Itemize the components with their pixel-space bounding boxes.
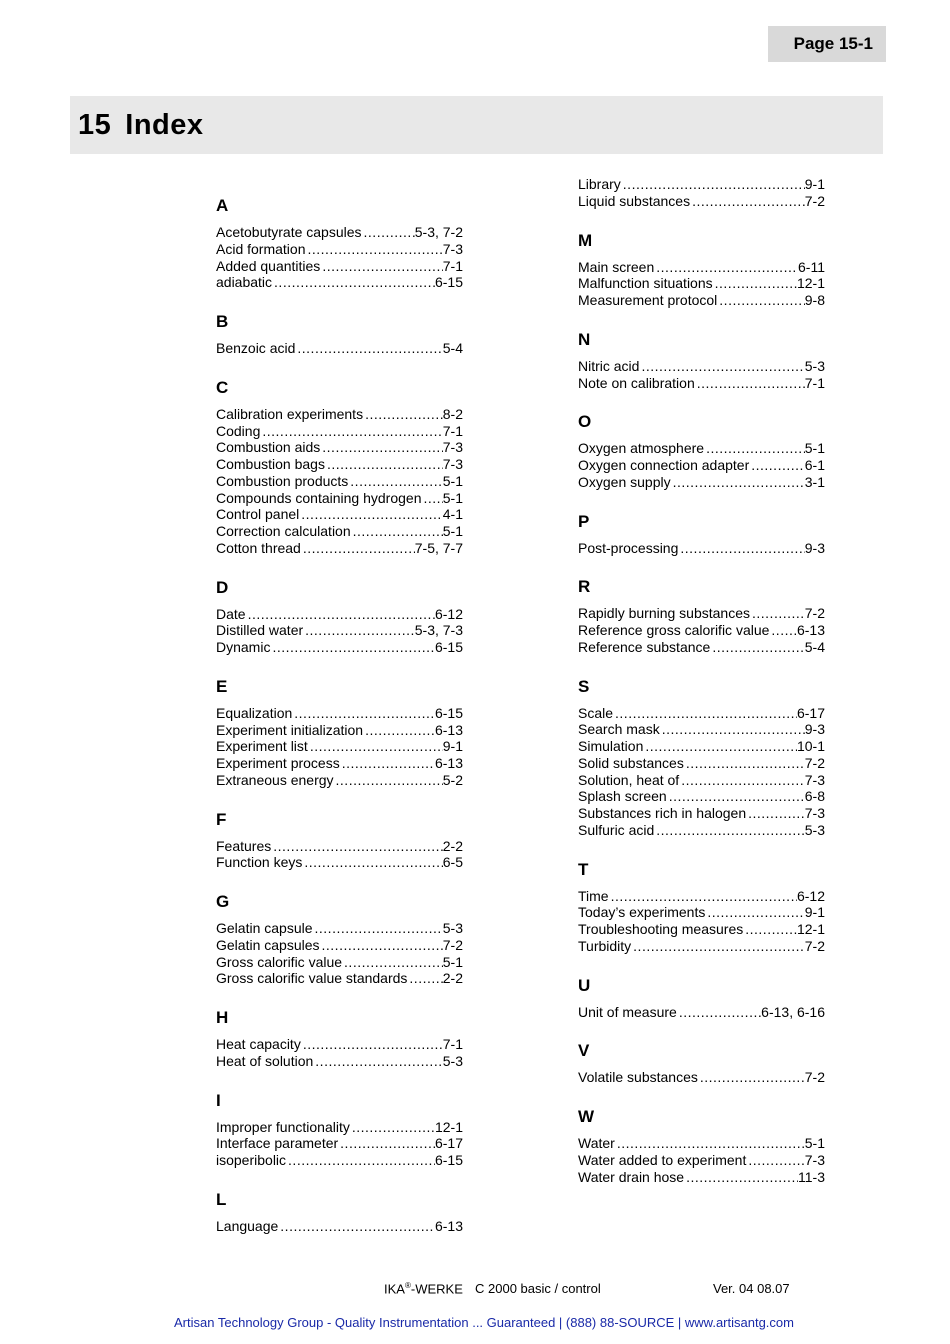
dot-leader — [305, 241, 442, 258]
index-entry-pages: 9-3 — [804, 539, 825, 556]
index-entry-term: Scale — [578, 704, 614, 721]
dot-leader — [292, 705, 435, 722]
index-entry — [216, 1119, 463, 1136]
index-entry — [216, 937, 463, 954]
index-entry-pages: 7-3 — [442, 439, 463, 456]
index-entry-pages: 5-1 — [442, 472, 463, 489]
index-entry-term: Water — [578, 1135, 615, 1151]
index-entry-term: Library — [578, 176, 621, 192]
index-entry-term: Interface parameter — [216, 1135, 339, 1152]
index-letter-heading: L — [216, 1189, 227, 1209]
index-entry — [216, 1218, 463, 1235]
index-entry — [216, 456, 463, 473]
index-entry-term: Calibration experiments — [216, 405, 364, 422]
index-entry — [578, 605, 825, 622]
index-entry-pages: 2-2 — [442, 837, 463, 854]
index-letter-heading: I — [216, 1090, 221, 1110]
index-entry — [578, 822, 825, 839]
index-entry-pages: 7-2 — [804, 1069, 825, 1086]
index-entry — [216, 506, 463, 523]
footer-model: C 2000 basic / control — [475, 1281, 601, 1296]
index-entry-pages: 5-3 — [804, 821, 825, 838]
index-entry-term: Nitric acid — [578, 357, 640, 374]
index-entry — [216, 854, 463, 871]
index-entry-pages: 6-1 — [804, 457, 825, 473]
dot-leader — [631, 938, 805, 955]
index-entry — [578, 772, 825, 789]
index-entry-pages: 7-3 — [442, 240, 463, 257]
dot-leader — [272, 274, 435, 291]
index-entry-term: Added quantities — [216, 257, 321, 274]
index-entry-term: Measurement protocol — [578, 292, 718, 308]
dot-leader — [677, 1004, 761, 1021]
dot-leader — [308, 738, 443, 755]
index-entry-pages: 5-1 — [442, 523, 463, 539]
index-entry-term: Oxygen connection adapter — [578, 457, 750, 473]
index-entry — [216, 224, 463, 241]
dot-leader — [705, 904, 804, 921]
index-entry — [578, 176, 825, 193]
dot-leader — [334, 772, 443, 789]
index-letter-heading: S — [578, 676, 590, 696]
dot-leader — [609, 888, 797, 905]
index-entry — [216, 439, 463, 456]
index-letter-heading: D — [216, 577, 229, 597]
index-entry-pages: 8-2 — [442, 405, 463, 422]
index-entry — [216, 258, 463, 275]
index-entry — [216, 523, 463, 540]
footer-brand: IKA®-WERKE — [384, 1281, 463, 1297]
dot-leader — [325, 456, 443, 473]
index-entry-pages: 9-1 — [442, 738, 463, 755]
index-entry — [578, 755, 825, 772]
index-entry — [578, 738, 825, 755]
dot-leader — [295, 340, 442, 357]
index-entry-term: Coding — [216, 422, 261, 439]
index-entry-pages: 6-12 — [796, 887, 825, 904]
page-number-tab — [768, 26, 886, 62]
index-entry-term: Dynamic — [216, 639, 271, 655]
index-entry-term: Water drain hose — [578, 1168, 685, 1185]
dot-leader — [660, 721, 805, 738]
dot-leader — [421, 490, 442, 507]
index-entry-term: Reference gross calorific value — [578, 622, 770, 638]
index-entry — [578, 457, 825, 474]
dot-leader — [299, 506, 442, 523]
index-entry-term: Acetobutyrate capsules — [216, 224, 362, 240]
index-entry — [578, 540, 825, 557]
index-letter-heading: H — [216, 1008, 229, 1027]
index-entry-pages: 5-1 — [804, 1135, 825, 1151]
index-entry — [216, 241, 463, 258]
index-entry-pages: 7-2 — [442, 936, 463, 953]
index-entry-term: Turbidity — [578, 937, 632, 954]
index-entry-pages: 6-13 — [796, 622, 825, 638]
index-entry — [578, 440, 825, 457]
index-entry-pages: 12-1 — [796, 921, 825, 937]
index-entry-pages: 5-3 — [442, 1052, 463, 1069]
index-letter-heading: M — [578, 230, 593, 250]
index-entry-term: Solution, heat of — [578, 771, 680, 788]
index-entry — [216, 473, 463, 490]
dot-leader — [678, 540, 804, 557]
index-entry-pages: 6-13 — [434, 721, 463, 738]
index-entry-term: Oxygen atmosphere — [578, 440, 705, 457]
index-entry — [216, 970, 463, 987]
index-letter-heading: T — [578, 859, 589, 879]
index-entry-pages: 6-13 — [434, 1217, 463, 1234]
index-entry-term: Distilled water — [216, 622, 304, 639]
dot-leader — [302, 854, 442, 871]
dot-leader — [713, 275, 797, 292]
index-letter-heading: R — [578, 577, 591, 597]
index-entry — [578, 292, 825, 309]
index-entry-term: Reference substance — [578, 638, 711, 655]
index-entry-pages: 5-1 — [442, 953, 463, 970]
dot-leader — [746, 1152, 804, 1169]
index-entry — [578, 1152, 825, 1169]
index-letter-heading: G — [216, 892, 230, 911]
index-entry-term: Language — [216, 1217, 279, 1234]
index-letter-heading: B — [216, 312, 229, 331]
index-entry-pages: 7-1 — [442, 1036, 463, 1052]
index-entry-pages: 6-8 — [804, 788, 825, 805]
index-entry-pages: 9-1 — [804, 176, 825, 192]
index-entry-term: Correction calculation — [216, 523, 351, 539]
index-entry — [216, 540, 463, 557]
dot-leader — [667, 788, 805, 805]
index-entry-pages: 10-1 — [796, 738, 825, 754]
index-entry — [216, 340, 463, 357]
index-entry-term: Heat of solution — [216, 1052, 314, 1069]
index-entry-pages: 5-3 — [442, 920, 463, 936]
index-entry-pages: 7-2 — [804, 192, 825, 209]
index-entry-pages: 2-2 — [442, 970, 463, 987]
index-entry-term: Combustion products — [216, 472, 349, 489]
dot-leader — [313, 920, 443, 937]
index-entry-term: Liquid substances — [578, 192, 691, 209]
index-entry-term: Today’s experiments — [578, 904, 706, 921]
dot-leader — [750, 605, 805, 622]
index-entry-term: Extraneous energy — [216, 771, 334, 788]
index-entry-pages: 6-15 — [434, 1152, 463, 1168]
index-letter-heading: P — [578, 511, 590, 531]
dot-leader — [654, 259, 798, 276]
index-entry — [578, 275, 825, 292]
index-letter-heading: U — [578, 975, 591, 995]
dot-leader — [684, 755, 805, 772]
index-entry — [216, 1152, 463, 1169]
index-entry-pages: 7-1 — [442, 257, 463, 274]
dot-leader — [769, 622, 797, 639]
dot-leader — [348, 473, 442, 490]
index-entry — [216, 705, 463, 722]
index-entry — [216, 838, 463, 855]
index-entry — [216, 738, 463, 755]
index-entry-term: Benzoic acid — [216, 340, 296, 356]
dot-leader — [363, 406, 443, 423]
dot-leader — [671, 474, 805, 491]
index-letter-heading: C — [216, 377, 229, 397]
artisan-banner[interactable] — [0, 1315, 950, 1330]
index-entry-term: Equalization — [216, 704, 293, 721]
dot-leader — [278, 1218, 435, 1235]
index-entry-term: Date — [216, 605, 246, 622]
dot-leader — [320, 258, 442, 275]
dot-leader — [260, 423, 442, 440]
index-entry-term: Compounds containing hydrogen — [216, 489, 422, 506]
index-entry-term: Volatile substances — [578, 1069, 698, 1086]
index-entry — [578, 888, 825, 905]
index-entry — [578, 193, 825, 210]
dot-leader — [698, 1069, 805, 1086]
index-entry — [578, 1004, 825, 1021]
index-entry-pages: 6-5 — [442, 854, 463, 871]
index-entry-term: Gelatin capsule — [216, 920, 313, 936]
index-entry-term: Time — [578, 887, 609, 904]
dot-leader — [615, 1135, 805, 1152]
index-entry-term: Control panel — [216, 506, 300, 523]
index-entry-pages: 6-13, 6-16 — [761, 1003, 825, 1020]
index-entry — [216, 622, 463, 639]
dot-leader — [643, 738, 797, 755]
index-entry-pages: 5-4 — [442, 340, 463, 356]
index-entry-term: Troubleshooting measures — [578, 921, 744, 937]
dot-leader — [271, 838, 443, 855]
index-entry-term: Improper functionality — [216, 1118, 350, 1135]
index-entry-term: Experiment list — [216, 738, 308, 755]
index-entry — [578, 1169, 825, 1186]
index-entry-pages: 7-2 — [804, 937, 825, 954]
dot-leader — [613, 705, 797, 722]
dot-leader — [313, 1053, 442, 1070]
index-entry-pages: 7-3 — [804, 771, 825, 788]
index-entry — [578, 938, 825, 955]
index-entry-pages: 7-3 — [442, 456, 463, 472]
chapter-title: Index — [125, 108, 204, 141]
index-entry — [216, 490, 463, 507]
index-entry-pages: 6-15 — [434, 274, 463, 291]
index-entry — [216, 1135, 463, 1152]
index-entry-term: Sulfuric acid — [578, 821, 655, 838]
index-entry — [578, 639, 825, 656]
index-entry — [578, 904, 825, 921]
index-entry-pages: 5-3 — [804, 357, 825, 374]
index-entry-term: Simulation — [578, 738, 644, 754]
index-entry — [578, 474, 825, 491]
index-entry-pages: 7-5, 7-7 — [414, 539, 463, 556]
index-entry — [216, 274, 463, 291]
page-footer — [0, 1281, 950, 1299]
index-entry-term: Solid substances — [578, 754, 684, 771]
index-entry — [578, 721, 825, 738]
index-entry-term: Features — [216, 837, 272, 854]
index-entry — [578, 1135, 825, 1152]
index-entry-pages: 7-1 — [442, 422, 463, 439]
dot-leader — [301, 540, 415, 557]
dot-leader — [351, 523, 443, 540]
index-entry-pages: 3-1 — [804, 473, 825, 490]
index-entry — [216, 772, 463, 789]
index-entry — [578, 622, 825, 639]
index-letter-heading: W — [578, 1107, 595, 1126]
index-entry — [216, 606, 463, 623]
index-entry-pages: 6-17 — [434, 1135, 463, 1152]
index-letter-heading: N — [578, 329, 591, 349]
dot-leader — [695, 375, 805, 392]
index-entry-pages: 7-1 — [804, 374, 825, 391]
index-entry — [578, 805, 825, 822]
index-entry — [578, 921, 825, 938]
dot-leader — [749, 457, 805, 474]
index-entry-term: Gelatin capsules — [216, 936, 320, 953]
index-entry-term: Note on calibration — [578, 374, 695, 391]
index-entry-pages: 5-3, 7-3 — [414, 622, 463, 639]
dot-leader — [246, 606, 435, 623]
dot-leader — [286, 1152, 435, 1169]
index-entry-term: Unit of measure — [578, 1003, 677, 1020]
index-entry-pages: 5-1 — [442, 489, 463, 506]
index-entry — [216, 406, 463, 423]
index-entry — [578, 788, 825, 805]
index-entry-term: Rapidly burning substances — [578, 605, 750, 622]
index-letter-heading: V — [578, 1041, 590, 1061]
index-entry-pages: 7-3 — [804, 1151, 825, 1168]
dot-leader — [362, 224, 415, 241]
index-entry — [578, 358, 825, 375]
index-entry-pages: 6-15 — [434, 639, 463, 655]
dot-leader — [639, 358, 804, 375]
index-entry-pages: 12-1 — [796, 275, 825, 292]
chapter-number: 15 — [78, 108, 112, 141]
index-entry-pages: 12-1 — [434, 1118, 463, 1135]
index-entry-pages: 9-3 — [804, 721, 825, 738]
index-entry-pages: 5-4 — [804, 638, 825, 655]
index-letter-heading: A — [216, 196, 229, 215]
dot-leader — [270, 639, 435, 656]
index-entry-term: Experiment initialization — [216, 721, 364, 738]
dot-leader — [717, 292, 804, 309]
index-entry-term: Oxygen supply — [578, 473, 671, 490]
index-entry-term: Main screen — [578, 258, 655, 275]
index-entry — [578, 1069, 825, 1086]
index-entry-pages: 7-3 — [804, 805, 825, 821]
index-entry-term: Search mask — [578, 721, 660, 738]
index-entry-pages: 6-17 — [796, 704, 825, 721]
dot-leader — [338, 1135, 435, 1152]
index-entry — [578, 259, 825, 276]
dot-leader — [342, 954, 443, 971]
index-entry-term: Gross calorific value standards — [216, 970, 408, 987]
index-entry-term: Combustion aids — [216, 439, 321, 456]
index-entry-pages: 7-2 — [804, 605, 825, 622]
index-entry-term: Water added to experiment — [578, 1151, 747, 1168]
dot-leader — [407, 970, 442, 987]
index-entry-pages: 7-2 — [804, 754, 825, 771]
index-entry — [216, 1036, 463, 1053]
index-entry-pages: 6-13 — [434, 755, 463, 771]
index-entry — [578, 375, 825, 392]
index-entry-pages: 5-3, 7-2 — [414, 224, 463, 240]
dot-leader — [621, 176, 805, 193]
index-entry-pages: 6-11 — [798, 258, 825, 275]
index-entry-term: Malfunction situations — [578, 275, 713, 292]
index-entry — [216, 1053, 463, 1070]
dot-leader — [301, 1036, 443, 1053]
index-entry — [216, 423, 463, 440]
dot-leader — [746, 805, 805, 822]
dot-leader — [679, 772, 805, 789]
index-entry-pages: 5-1 — [804, 440, 825, 457]
dot-leader — [654, 822, 805, 839]
dot-leader — [684, 1169, 798, 1186]
chapter-title-band — [70, 96, 883, 154]
index-entry-term: Combustion bags — [216, 456, 325, 472]
index-entry-term: Substances rich in halogen — [578, 805, 747, 821]
index-letter-heading: F — [216, 809, 227, 829]
index-entry — [578, 705, 825, 722]
index-entry — [216, 639, 463, 656]
index-letter-heading: E — [216, 676, 228, 696]
dot-leader — [340, 755, 435, 772]
dot-leader — [320, 439, 442, 456]
index-letter-heading: O — [578, 412, 592, 432]
index-entry — [216, 954, 463, 971]
dot-leader — [350, 1119, 435, 1136]
dot-leader — [320, 937, 443, 954]
dot-leader — [743, 921, 797, 938]
index-entry-pages: 9-8 — [804, 292, 825, 308]
index-entry-pages: 6-15 — [434, 704, 463, 721]
index-entry-term: Function keys — [216, 854, 303, 871]
index-entry-term: isoperibolic — [216, 1152, 287, 1168]
index-entry-pages: 6-12 — [434, 605, 463, 622]
index-entry-pages: 11-3 — [798, 1168, 825, 1185]
index-entry — [216, 920, 463, 937]
footer-version: Ver. 04 08.07 — [713, 1281, 790, 1296]
index-entry-term: Experiment process — [216, 755, 340, 771]
index-entry — [216, 722, 463, 739]
dot-leader — [704, 440, 805, 457]
index-entry-term: Splash screen — [578, 788, 667, 805]
index-entry — [216, 755, 463, 772]
index-entry-term: Gross calorific value — [216, 953, 343, 970]
index-entry-pages: 9-1 — [804, 904, 825, 921]
index-entry-term: adiabatic — [216, 274, 273, 291]
index-entry-term: Heat capacity — [216, 1036, 301, 1052]
index-entry-term: Acid formation — [216, 240, 306, 257]
dot-leader — [363, 722, 435, 739]
dot-leader — [710, 639, 804, 656]
index-entry-pages: 4-1 — [442, 506, 463, 523]
index-entry-term: Post-processing — [578, 539, 679, 556]
artisan-banner-text[interactable]: Artisan Technology Group - Quality Instrumentation ... Guaranteed | (888) 88-SOURCE | www.artisantg.com — [174, 1315, 794, 1330]
index-entry-pages: 5-2 — [442, 771, 463, 788]
page-number-label: Page 15-1 — [793, 34, 873, 53]
index-entry-term: Cotton thread — [216, 539, 301, 556]
dot-leader — [303, 622, 415, 639]
dot-leader — [690, 193, 805, 210]
